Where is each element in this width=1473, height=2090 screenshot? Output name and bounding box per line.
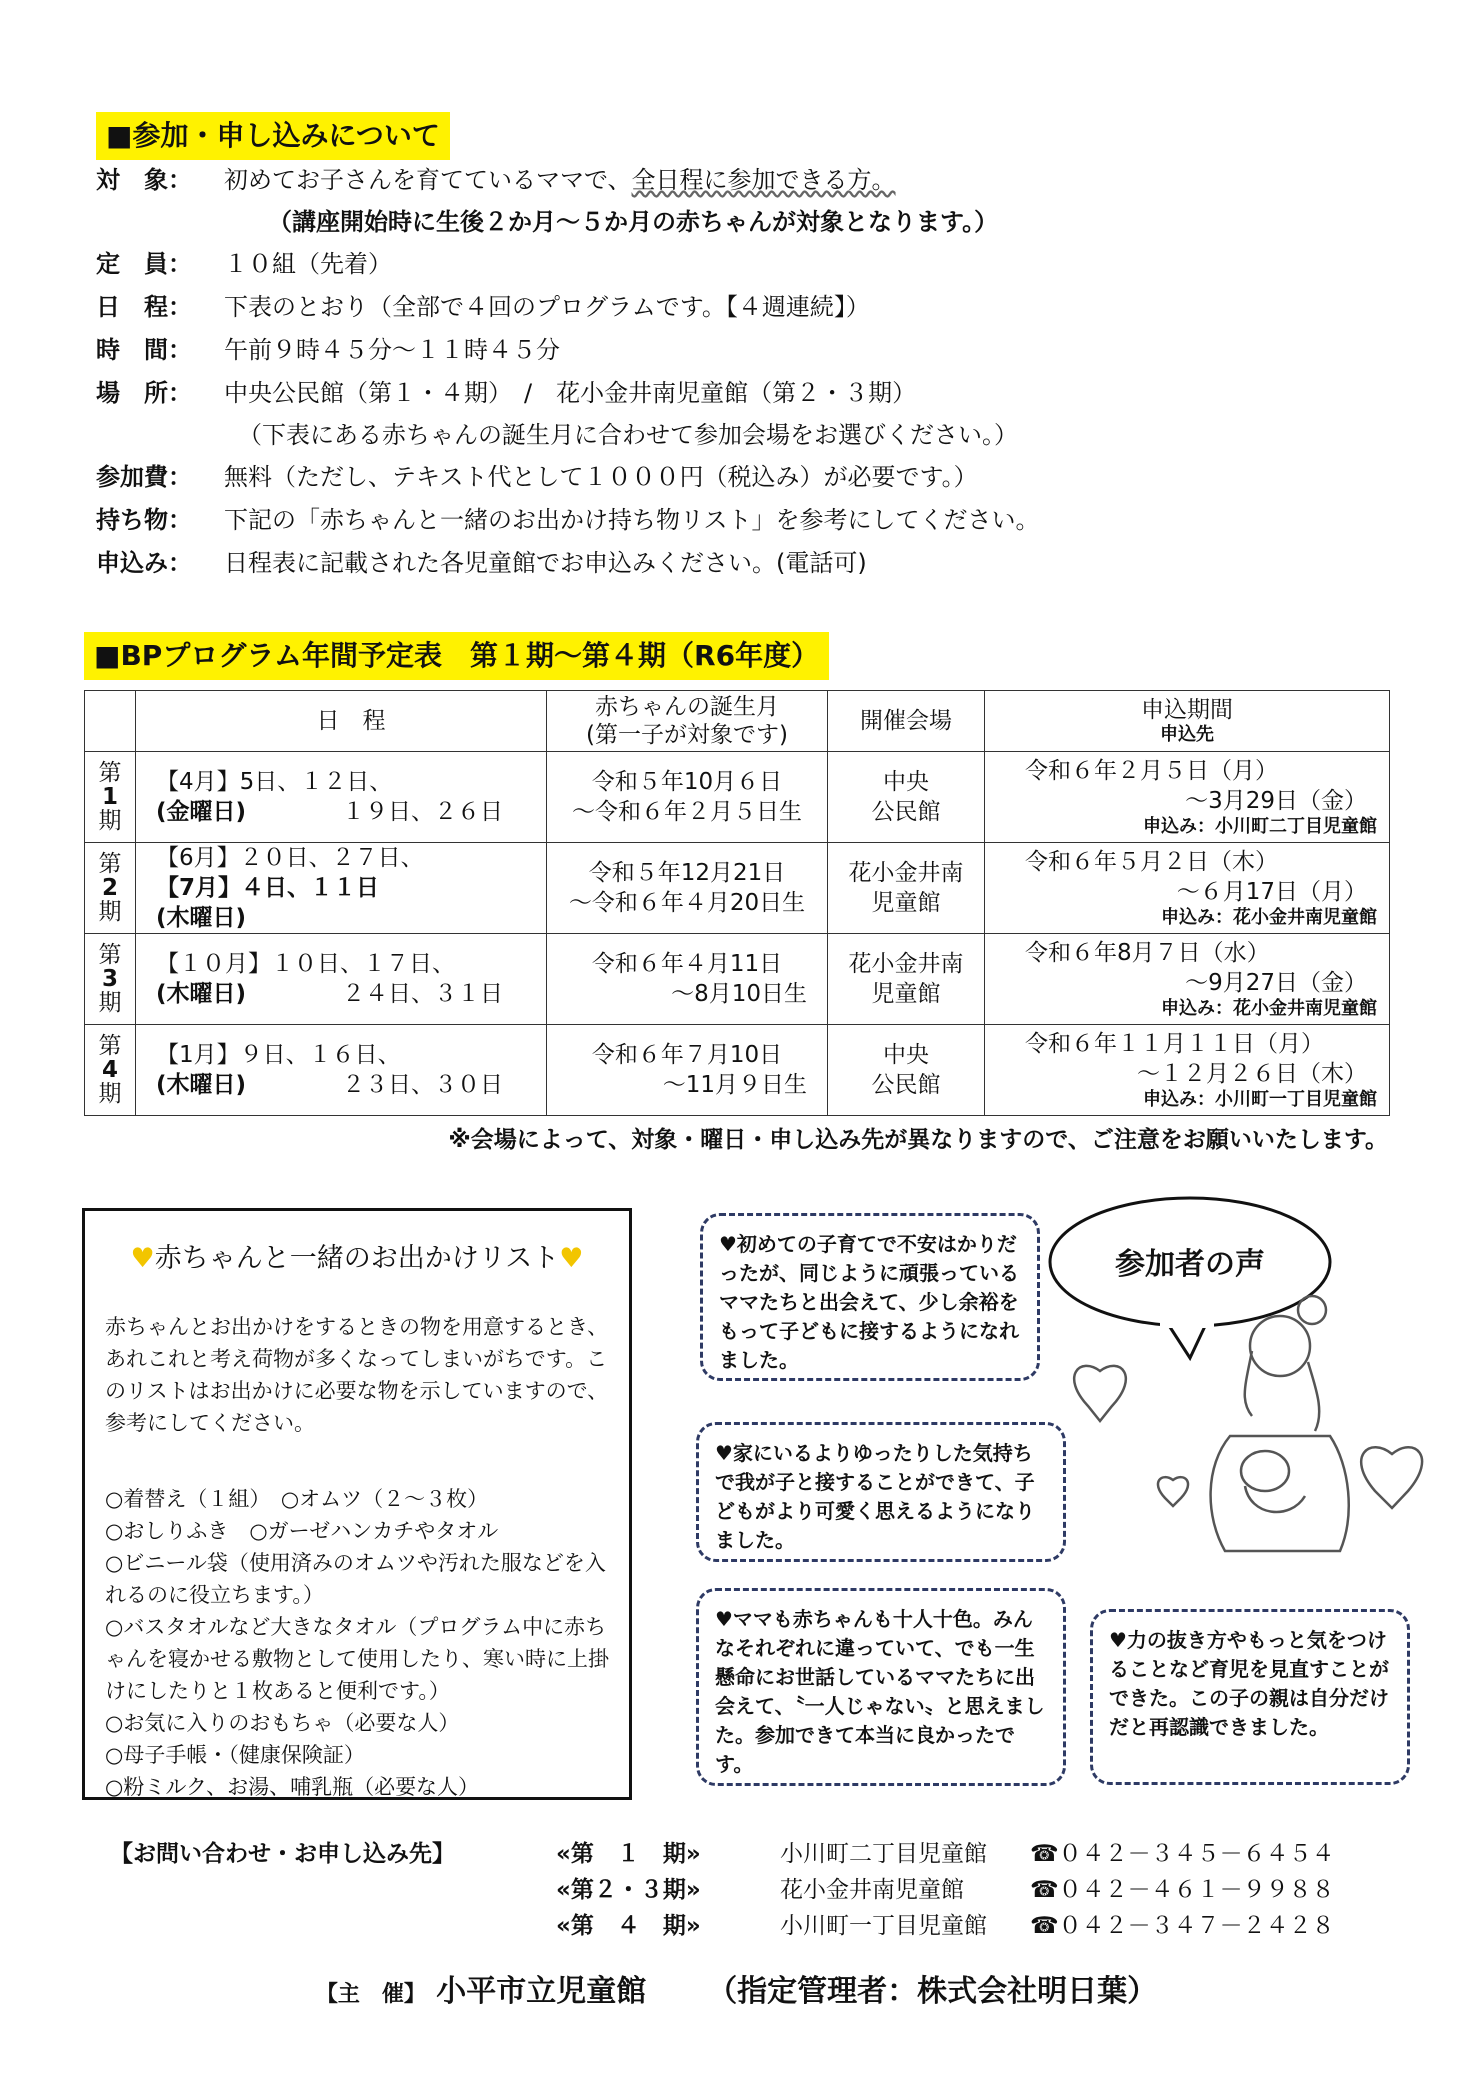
items-label: 持ち物： (96, 506, 192, 534)
contact-title: 【お問い合わせ・お申し込み先】 (110, 1841, 455, 1867)
term-number: 4 (101, 1057, 118, 1083)
dates-cell (136, 934, 547, 1025)
dates-line2: ２４日、３１日 (342, 981, 503, 1007)
term-char: 第 (98, 942, 122, 968)
birth-from: 令和６年７月10日 (591, 1042, 783, 1068)
row-place (96, 373, 916, 413)
term-char: 期 (98, 990, 122, 1016)
dates-line1: 【1月】９日、１６日、 (156, 1042, 401, 1068)
apply-start: 令和６年１１月１１日（月） (1025, 1031, 1324, 1057)
venue-cell (828, 934, 985, 1025)
row-fee (96, 457, 978, 497)
table-header-row (85, 691, 1390, 752)
fee-label: 参加費： (96, 463, 192, 491)
birth-to: ～8月10日生 (671, 981, 807, 1007)
heart-icon: ♥ (559, 1243, 584, 1274)
table-row (85, 1025, 1390, 1116)
participant-illustration (1040, 1186, 1460, 1606)
voice-card-1: ♥初めての子育てで不安はかりだったが、同じように頑張っているママたちと出会えて、少し余裕をもって子どもに接するようになれました。 (700, 1213, 1040, 1381)
term-cell (85, 752, 136, 843)
venue-line2: 児童館 (871, 890, 941, 916)
target-value (224, 160, 896, 200)
term-char: 第 (98, 851, 122, 877)
dates-line2: １９日、２６日 (342, 799, 503, 825)
apply-value: 日程表に記載された各児童館でお申込みください。(電話可) (224, 549, 867, 577)
target-label: 対 象： (96, 166, 192, 194)
contact-row (556, 1836, 1335, 1872)
birth-to: ～令和６年２月５日生 (572, 799, 802, 825)
outing-list-title-text: 赤ちゃんと一緒のお出かけリスト (154, 1243, 560, 1274)
contact-name: 小川町一丁目児童館 (780, 1913, 987, 1939)
term-number: 1 (101, 784, 118, 810)
th-apply-line2: 申込先 (1160, 724, 1214, 745)
list-item: ○バスタオルなど大きなタオル（プログラム中に赤ちゃんを寝かせる敷物として使用したり、寒い時に上掛けにしたりと１枚あると便利です。） (105, 1615, 609, 1703)
th-venue: 開催会場 (828, 691, 985, 752)
dates-line1: 【6月】２０日、２７日、 (156, 845, 424, 871)
capacity-value: １０組（先着） (224, 250, 392, 278)
apply-start: 令和６年２月５日（月） (1025, 758, 1278, 784)
heart-icon: ♥ (130, 1243, 155, 1274)
apply-cell (985, 934, 1390, 1025)
schedule-value: 下表のとおり（全部で４回のプログラムです。【４週連続】） (224, 293, 870, 321)
apply-end: ～9月27日（金） (1185, 970, 1367, 996)
venue-line1: 中央 (883, 1042, 929, 1068)
contact-row (556, 1908, 1335, 1944)
target-note: （講座開始時に生後２か月～５か月の赤ちゃんが対象となります。） (268, 208, 999, 236)
birth-cell (547, 934, 828, 1025)
apply-label: 申込み： (96, 549, 192, 577)
section-title-schedule: ■BPプログラム年間予定表 第１期～第４期（R6年度） (84, 632, 829, 680)
th-birth-line2: (第一子が対象です) (586, 722, 788, 748)
dates-weekday: 【7月】４日、１１日 (156, 875, 380, 901)
apply-end: ～１２月２６日（木） (1137, 1061, 1367, 1087)
apply-place: 申込み：花小金井南児童館 (1161, 998, 1377, 1019)
venue-cell (828, 752, 985, 843)
time-label: 時 間： (96, 336, 192, 364)
place-note: （下表にある赤ちゃんの誕生月に合わせて参加会場をお選びください。） (238, 421, 1018, 449)
dates-line3: (木曜日) (156, 905, 247, 931)
outing-list-intro: 赤ちゃんとお出かけをするときの物を用意するとき、あれこれと考え荷物が多くなってしまいがちです。このリストはお出かけに必要な物を示していますので、参考にしてください。 (105, 1315, 609, 1435)
schedule-table-body (85, 752, 1390, 1116)
contact-tel: ☎０４２－３４７－２４２８ (1030, 1913, 1335, 1939)
dates-weekday: (金曜日) (156, 799, 247, 825)
dates-cell (136, 843, 547, 934)
schedule-label: 日 程： (96, 293, 192, 321)
contact-row (556, 1872, 1335, 1908)
th-birth-line1: 赤ちゃんの誕生月 (595, 694, 779, 720)
apply-end: ～3月29日（金） (1185, 788, 1367, 814)
dates-cell (136, 752, 547, 843)
fee-value: 無料（ただし、テキスト代として１０００円（税込み）が必要です。） (224, 463, 978, 491)
dates-weekday: (木曜日) (156, 981, 247, 1007)
target-value-underlined: 全日程に参加できる方。 (631, 166, 896, 194)
th-apply-line1: 申込期間 (1141, 697, 1233, 723)
list-item: ○ビニール袋（使用済みのオムツや汚れた服などを入れるのに役立ちます。） (105, 1551, 606, 1607)
apply-start: 令和６年8月７日（水） (1025, 940, 1270, 966)
term-cell (85, 934, 136, 1025)
items-value: 下記の「赤ちゃんと一緒のお出かけ持ち物リスト」を参考にしてください。 (224, 506, 1040, 534)
list-item: ○おしりふき ○ガーゼハンカチやタオル (105, 1519, 499, 1543)
place-label: 場 所： (96, 379, 192, 407)
apply-place: 申込み：花小金井南児童館 (1161, 907, 1377, 928)
term-cell (85, 1025, 136, 1116)
birth-from: 令和５年10月６日 (591, 769, 783, 795)
row-target (96, 160, 896, 200)
list-item: ○着替え（１組） ○オムツ（２～３枚） (105, 1487, 489, 1511)
term-char: 期 (98, 899, 122, 925)
term-char: 第 (98, 760, 122, 786)
outing-list-box (82, 1208, 632, 1800)
organizer-name: 小平市立児童館 (436, 1974, 647, 2009)
outing-list-title (85, 1241, 629, 1277)
table-row (85, 843, 1390, 934)
venue-note: ※会場によって、対象・曜日・申し込み先が異なりますので、ご注意をお願いいたします。 (448, 1127, 1388, 1153)
target-value-text: 初めてお子さんを育てているママで、 (224, 166, 632, 194)
venue-cell (828, 843, 985, 934)
birth-from: 令和６年４月11日 (591, 951, 783, 977)
time-value: 午前９時４５分～１１時４５分 (224, 336, 560, 364)
contact-tel: ☎０４２－３４５－６４５４ (1030, 1841, 1335, 1867)
venue-cell (828, 1025, 985, 1116)
organizer-manager: （指定管理者：株式会社明日葉） (707, 1974, 1158, 2009)
birth-to: ～11月９日生 (662, 1072, 807, 1098)
apply-place: 申込み：小川町二丁目児童館 (1143, 816, 1377, 837)
contact-name: 小川町二丁目児童館 (780, 1841, 987, 1867)
row-schedule (96, 287, 870, 327)
schedule-table (84, 690, 1390, 1116)
dates-line2: ２３日、３０日 (342, 1072, 503, 1098)
capacity-label: 定 員： (96, 250, 192, 278)
contact-term: «第 ４ 期» (556, 1913, 701, 1939)
dates-line1: 【4月】5日、１２日、 (156, 769, 393, 795)
apply-place: 申込み：小川町一丁目児童館 (1143, 1089, 1377, 1110)
contact-name: 花小金井南児童館 (780, 1877, 964, 1903)
term-char: 期 (98, 808, 122, 834)
mother-baby-icon (1211, 1296, 1349, 1551)
venue-line2: 公民館 (871, 1072, 941, 1098)
th-apply (985, 691, 1390, 752)
speech-bubble-title: 参加者の声 (1115, 1247, 1265, 1282)
voice-card-2: ♥家にいるよりゆったりした気持ちで我が子と接することができて、子どもがより可愛く思えるようになりました。 (696, 1422, 1066, 1562)
term-cell (85, 843, 136, 934)
row-apply (96, 543, 867, 583)
venue-line1: 花小金井南 (848, 860, 964, 886)
birth-cell (547, 752, 828, 843)
venue-line2: 公民館 (871, 799, 941, 825)
th-birth (547, 691, 828, 752)
birth-from: 令和５年12月21日 (588, 860, 786, 886)
dates-weekday: (木曜日) (156, 1072, 247, 1098)
apply-cell (985, 843, 1390, 934)
contact-term: «第２・３期» (556, 1877, 701, 1903)
table-row (85, 752, 1390, 843)
organizer-footer (0, 1972, 1473, 2015)
apply-start: 令和６年５月２日（木） (1025, 849, 1278, 875)
th-dates: 日 程 (136, 691, 547, 752)
term-number: 3 (101, 966, 118, 992)
venue-line1: 花小金井南 (848, 951, 964, 977)
contact-tel: ☎０４２－４６１－９９８８ (1030, 1877, 1335, 1903)
place-value: 中央公民館（第１・４期） / 花小金井南児童館（第２・３期） (224, 379, 917, 407)
voice-card-4: ♥力の抜き方やもっと気をつけることなど育児を見直すことができた。この子の親は自分だけだと再認識できました。 (1090, 1609, 1410, 1785)
th-term (85, 691, 136, 752)
table-row (85, 934, 1390, 1025)
birth-cell (547, 1025, 828, 1116)
apply-end: ～６月17日（月） (1176, 879, 1367, 905)
contact-term: «第 １ 期» (556, 1841, 701, 1867)
row-items (96, 500, 1040, 540)
organizer-label: 【主 催】 (315, 1982, 426, 2007)
term-number: 2 (101, 875, 118, 901)
dates-cell (136, 1025, 547, 1116)
row-time (96, 330, 560, 370)
apply-cell (985, 752, 1390, 843)
section-title-participation: ■参加・申し込みについて (96, 112, 450, 160)
venue-line1: 中央 (883, 769, 929, 795)
row-capacity (96, 244, 392, 284)
list-item: ○母子手帳・（健康保険証） (105, 1743, 365, 1767)
birth-cell (547, 843, 828, 934)
term-char: 期 (98, 1081, 122, 1107)
outing-list-items (105, 1483, 617, 1803)
birth-to: ～令和６年４月20日生 (568, 890, 806, 916)
term-char: 第 (98, 1033, 122, 1059)
apply-cell (985, 1025, 1390, 1116)
voice-card-3: ♥ママも赤ちゃんも十人十色。みんなそれぞれに違っていて、でも一生懸命にお世話しているママたちに出会えて、〝一人じゃない〟と思えました。参加できて本当に良かったです。 (696, 1588, 1066, 1786)
venue-line2: 児童館 (871, 981, 941, 1007)
list-item: ○お気に入りのおもちゃ（必要な人） (105, 1711, 460, 1735)
list-item: ○粉ミルク、お湯、哺乳瓶（必要な人） (105, 1775, 480, 1799)
dates-line1: 【１０月】１０日、１７日、 (156, 951, 455, 977)
